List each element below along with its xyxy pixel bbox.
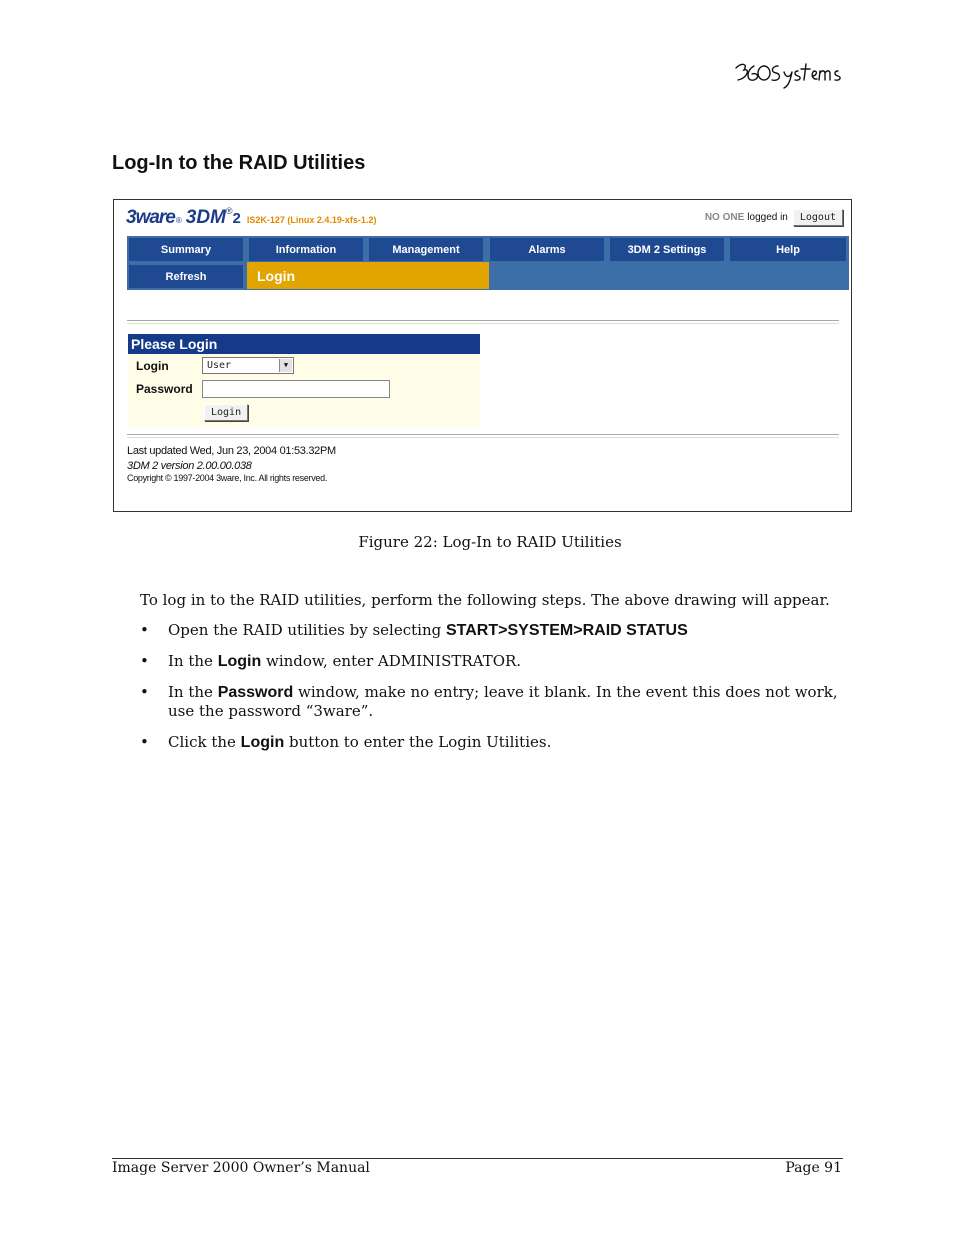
list-item (140, 733, 840, 752)
divider (127, 434, 839, 438)
logged-in-text: logged in (747, 212, 788, 223)
step-bold: Login (240, 734, 285, 751)
step-text: Open the RAID utilities by selecting (168, 621, 446, 639)
login-select[interactable] (202, 357, 294, 374)
footer-divider (112, 1158, 843, 1159)
bullet-icon: • (140, 621, 149, 639)
step-text: In the (168, 652, 218, 670)
dropdown-arrow-icon[interactable]: ▼ (279, 359, 292, 372)
manual-title: Image Server 2000 Owner’s Manual (112, 1160, 370, 1176)
steps-list (140, 621, 840, 764)
company-logo (732, 56, 842, 90)
tab-information[interactable]: Information (249, 238, 363, 261)
3ware-brand (126, 207, 376, 231)
brand-sup-mark: ® (225, 206, 233, 216)
step-text: button to enter the Login Utilities. (284, 733, 552, 751)
session-status (705, 209, 843, 226)
tab-summary[interactable]: Summary (129, 238, 243, 261)
page-title: Log-In to the RAID Utilities (112, 152, 366, 174)
bullet-icon: • (140, 683, 149, 701)
refresh-button[interactable]: Refresh (129, 265, 243, 288)
brand-registered-mark: ® (175, 216, 182, 225)
last-updated: Last updated Wed, Jun 23, 2004 01:53.32PM (127, 445, 336, 457)
login-panel-title: Please Login (128, 334, 480, 354)
tab-login[interactable]: Login (247, 262, 489, 289)
copyright-text: Copyright © 1997-2004 3ware, Inc. All rights reserved. (127, 473, 328, 483)
step-bold: Password (217, 684, 294, 701)
brand-3dm: 3DM (185, 207, 226, 228)
step-text: window, enter ADMINISTRATOR. (261, 652, 522, 670)
tab-management[interactable]: Management (369, 238, 483, 261)
step-text: Click the (168, 733, 241, 751)
tab-help[interactable]: Help (730, 238, 846, 261)
list-item (140, 683, 840, 721)
password-field[interactable] (202, 380, 390, 398)
login-button[interactable]: Login (204, 404, 248, 421)
tab-alarms[interactable]: Alarms (490, 238, 604, 261)
tab-3dm-settings[interactable]: 3DM 2 Settings (610, 238, 724, 261)
raid-utility-screenshot (113, 199, 852, 512)
bullet-icon: • (140, 733, 149, 751)
user-status: NO ONE (704, 212, 745, 223)
step-bold: Login (217, 653, 262, 670)
login-panel (128, 334, 480, 427)
intro-paragraph: To log in to the RAID utilities, perform the following steps. The above drawing will appear. (140, 591, 830, 609)
brand-version: 2 (232, 210, 241, 227)
step-text: window, make no entry; leave it blank. In the event this does not work, use the password “3ware”. (168, 683, 838, 720)
host-label: IS2K-127 (Linux 2.4.19-xfs-1.2) (246, 215, 377, 225)
page-number: Page 91 (785, 1160, 842, 1176)
list-item (140, 652, 840, 671)
logout-button[interactable]: Logout (793, 209, 843, 226)
version-text: 3DM 2 version 2.00.00.038 (127, 460, 252, 472)
step-text: In the (168, 683, 218, 701)
divider (127, 320, 839, 324)
password-label: Password (136, 382, 193, 396)
login-select-value: User (207, 360, 232, 371)
360-systems-logo-icon (732, 56, 842, 90)
bullet-icon: • (140, 652, 149, 670)
step-bold: START>SYSTEM>RAID STATUS (445, 622, 688, 639)
login-label: Login (136, 359, 169, 373)
brand-3ware: 3ware (126, 207, 175, 228)
nav-bar (127, 236, 849, 290)
figure-caption: Figure 22: Log-In to RAID Utilities (358, 533, 622, 551)
list-item (140, 621, 840, 640)
